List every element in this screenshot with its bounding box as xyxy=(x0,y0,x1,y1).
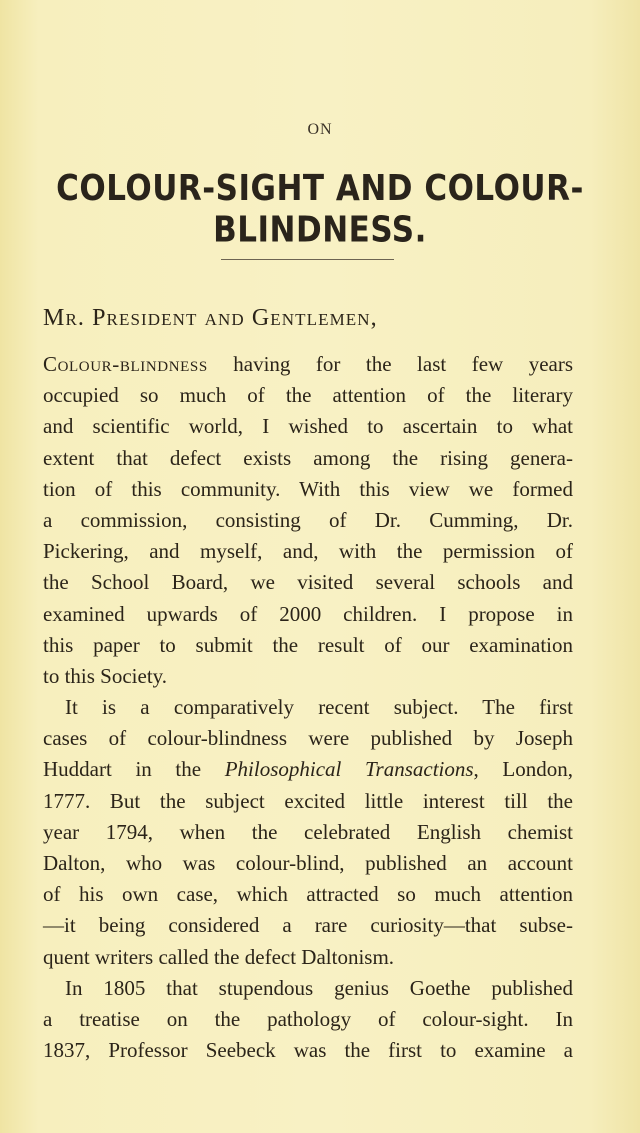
text-run: having for the last few years xyxy=(207,352,573,376)
body-text xyxy=(43,349,573,1066)
text-line: a treatise on the pathology of colour-sight. In xyxy=(43,1006,573,1031)
title-divider xyxy=(221,259,394,260)
text-line: In 1805 that stupendous genius Goethe published xyxy=(65,975,573,1000)
text-line: extent that defect exists among the rising genera- xyxy=(43,445,573,470)
text-line: the School Board, we visited several schools and xyxy=(43,570,573,595)
text-line: examined upwards of 2000 children. I propose in xyxy=(43,601,573,626)
text-line: 1777. But the subject excited little interest till the xyxy=(43,788,573,813)
salutation: Mr. President and Gentlemen, xyxy=(43,305,378,331)
text-line: to this Society. xyxy=(43,663,168,688)
text-line: It is a comparatively recent subject. The first xyxy=(65,695,573,720)
text-line: Dalton, who was colour-blind, published an account xyxy=(43,851,573,875)
text-line xyxy=(43,349,573,380)
text-run: , London, xyxy=(473,757,574,782)
text-run: Colour-blindness xyxy=(43,352,208,376)
text-line xyxy=(43,754,573,785)
text-line: quent writers called the defect Daltonism. xyxy=(43,944,395,969)
text-line: —it being considered a rare curiosity—that subse- xyxy=(43,913,573,938)
text-run: Huddart in the xyxy=(43,757,225,782)
text-line: 1837, Professor Seebeck was the first to examine a xyxy=(43,1038,573,1063)
text-line: of his own case, which attracted so much attention xyxy=(43,882,573,907)
text-line: this paper to submit the result of our examination xyxy=(43,632,573,657)
page-title: COLOUR-SIGHT AND COLOUR-BLINDNESS. xyxy=(56,168,584,251)
text-line: occupied so much of the attention of the literary xyxy=(43,383,573,408)
text-line: a commission, consisting of Dr. Cumming, Dr. xyxy=(43,507,573,532)
text-line: year 1794, when the celebrated English chemist xyxy=(43,819,573,844)
text-line: and scientific world, I wished to ascertain to what xyxy=(43,414,573,439)
text-line: Pickering, and myself, and, with the permission of xyxy=(43,539,573,564)
title-prefix: ON xyxy=(307,121,333,138)
journal-title: Philosophical Transactions xyxy=(224,757,474,782)
text-line: tion of this community. With this view we formed xyxy=(43,476,573,501)
text-line: cases of colour-blindness were published by Joseph xyxy=(43,726,573,751)
